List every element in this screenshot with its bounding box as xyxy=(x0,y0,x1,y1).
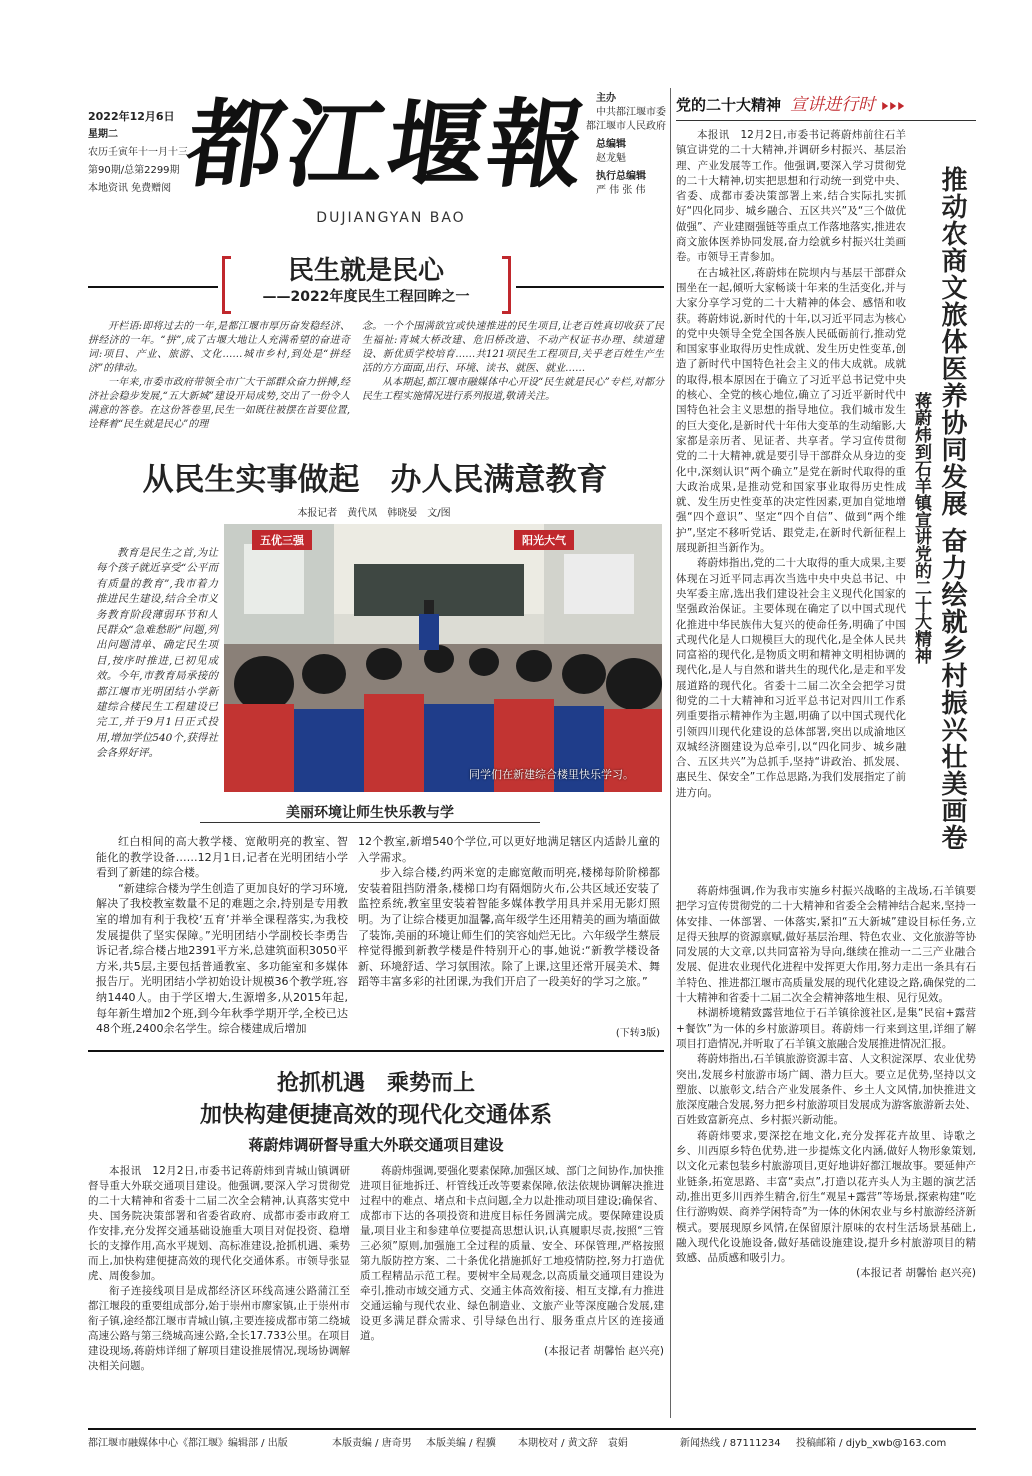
minsheng-subtitle: ——2022年度民生工程回眸之一 xyxy=(262,289,470,305)
photo-banner-left: 五优三强 xyxy=(252,530,312,550)
footer-designer: 本版美编 / 程骥 xyxy=(426,1438,496,1449)
education-col1-p1: 红白相间的高大教学楼、宽敞明亮的教室、智能化的教学设备……12月1日,记者在光明团结小学看到了新建的综合楼。 xyxy=(96,835,348,880)
education-continued: (下转3版) xyxy=(615,1028,660,1039)
right-story-headline: 推动农商文旅体医养协同发展 奋力绘就乡村振兴壮美画卷 xyxy=(937,166,967,852)
right-story-p5: 林湖桥境精致露营地位于石羊镇徐渡社区,是集“民宿+露营+餐饮”为一体的乡村旅游项目。蒋蔚炜一行来到这里,详细了解项目打造情况,并听取了石羊镇文旅融合发展推进情况汇报。 xyxy=(676,1007,976,1050)
footer xyxy=(88,1434,976,1452)
exec-editor-label: 执行总编辑 xyxy=(596,171,646,182)
right-story-p6: 蒋蔚炜指出,石羊镇旅游资源丰富、人文积淀深厚、农业优势突出,发展乡村旅游市场广阔、潜力巨大。要立足优势,坚持以文塑旅、以旅彰文,结合产业发展条件、乡土人文风情,加快推进文旅深度融合发展,努力把乡村旅游项目发展成为游客旅游新去处、百姓致富新亮点、乡村振兴新动能。 xyxy=(676,1053,976,1127)
footer-rule xyxy=(88,1428,976,1430)
right-story-p3: 蒋蔚炜指出,党的二十大取得的重大成果,主要体现在习近平同志再次当选中央中央总书记、中央军委主席,选出我们建设社会主义现代化国家的坚强政治保证。主要体现在确定了以中国式现代化推进中华民族伟大复兴的使命任务,明确了中国式现代化是人口规模巨大的现代化,是全体人民共同富裕的现代化,是物质文明和精神文明相协调的现代化,是人与自然和谐共生的现代化,是走和平发展道路的现代化。省委十二届二次全会把学习贯彻党的二十大精神和习近平总书记对四川工作系列重要指示精神作为主题,明确了以中国式现代化引领四川现代化建设的总体部署,突出以成渝地区双城经济圈建设为总牵引,以“四化同步、城乡融合、五区共兴”为总抓手,坚持“讲政治、抓发展、惠民生、保安全”工作总思路,为我们发展指定了前进方向。 xyxy=(676,557,906,799)
masthead-distribution: 本地资讯 免费赠阅 xyxy=(88,183,172,194)
exec-editor: 严 伟 张 伟 xyxy=(596,185,646,196)
minsheng-intro-right xyxy=(362,320,664,404)
right-story-p1: 本报讯 12月2日,市委书记蒋蔚炜前往石羊镇宣讲党的二十大精神,并调研乡村振兴、基层治理、产业发展等工作。他强调,要深入学习贯彻党的二十大精神,切实把思想和行动统一到党中央、省委、成都市委决策部署上来,结合实际扎实抓好“四化同步、城乡融合、五区共兴”及“三个做优做强”、产业建圈强链等重点工作落地落实,推进农商文旅体医养协同发展,奋力绘就乡村振兴壮美画卷。市领导王青参加。 xyxy=(676,129,906,264)
minsheng-intro-left-p1: 开栏语:即将过去的一年,是都江堰市厚历奋发稳经济、拼经济的一年。“拼”,成了古堰大地让人充满希望的奋进奇词:项目、产业、旅游、文化……城市乡村,到处是“拼经济”的律动。 xyxy=(88,321,350,374)
masthead-title-en: DUJIANGYAN BAO xyxy=(316,210,466,226)
host-1: 中共都江堰市委 xyxy=(596,107,666,118)
education-col-2 xyxy=(358,834,660,990)
photo-caption: 同学们在新建综合楼里快乐学习。 xyxy=(469,768,634,781)
education-col-1 xyxy=(96,834,348,1037)
classroom-photo xyxy=(224,524,662,792)
bracket-right-icon xyxy=(502,256,511,314)
right-story-p7: 蒋蔚炜要求,要深挖在地文化,充分发挥花卉故里、诗歌之乡、川西原乡特色优势,进一步提炼文化内涵,做好人物形象策划,以文化元素包装乡村旅游项目,更好地讲好都江堰故事。要延伸产业链条,拓宽思路、丰富“卖点”,打造以花卉头人为主题的演艺活动,推出更多川西养生精舍,衍生“观星+露营”等场景,探索构建“吃住行游购娱、商养学闲特奇”为一体的休闲农业与乡村旅游经济新模式。要展现原乡风情,在保留原汁原味的农村生活场景基础上,融入现代化设施设备,做好基础设施建设,提升乡村旅游项目的精致感、品质感和吸引力。 xyxy=(676,1129,976,1265)
host-label: 主办 xyxy=(596,93,616,104)
transport-headline-1: 抢抓机遇 乘势而上 xyxy=(276,1070,475,1096)
masthead-issue: 第90期/总第2299期 xyxy=(88,165,180,176)
footer-proofreader: 本期校对 / 黄文辞 袁娟 xyxy=(518,1438,628,1449)
column-banner xyxy=(676,90,976,118)
right-story-subhead: 蒋蔚炜到石羊镇宣讲党的二十大精神 xyxy=(911,392,931,664)
transport-col-1 xyxy=(88,1164,350,1374)
transport-col1-p2: 衔子连接线项目是成都经济区环线高速公路蒲江至都江堰段的重要组成部分,始于崇州市廖家镇,止于崇州市衔子镇,途经都江堰市青城山镇,主要连接成都市第二绕城高速公路与第三绕城高速公路,全长17.733公里。在项目建设现场,蒋蔚炜详细了解项目建设推展情况,现场协调解决相关问题。 xyxy=(88,1285,350,1372)
right-story-p2: 在古城社区,蒋蔚炜在院坝内与基层干部群众围坐在一起,倾听大家畅谈十年来的生活变化,并与大家分享学习党的二十大精神的体会、感悟和收获。蒋蔚炜说,新时代的十年,以习近平同志为核心的党中央领导全党全国各族人民砥砺前行,推动党和国家事业取得历史性成就、发生历史性变革,创造了新时代中国特色社会主义的伟大成就。成就的取得,根本原因在于确立了习近平总书记党中央的核心、全党的核心地位,确立了习近平新时代中国特色社会主义思想的指导地位。我们城市发生的巨大变化,是新时代十年伟大变革的生动缩影,大家都是亲历者、见证者、共享者。学习宣传贯彻党的二十大精神,就是要引导干部群众从身边的变化中,深刻认识“两个确立”是党在新时代取得的重大政治成果,是推动党和国家事业取得历史性成就、发生历史性变革的决定性因素,更加自觉地增强“四个意识”、坚定“四个自信”、做到“两个维护”,坚定不移听党话、跟党走,在新时代新征程上展现新担当新作为。 xyxy=(676,266,906,555)
footer-publisher: 都江堰市融媒体中心《都江堰》编辑部 / 出版 xyxy=(88,1438,288,1449)
education-byline: 本报记者 黄代凤 韩晓晏 文/图 xyxy=(297,508,451,519)
masthead-lunar: 农历壬寅年十一月十三 xyxy=(88,147,188,158)
arrow-right-icon xyxy=(880,95,904,114)
photo-banner-right: 阳光大气 xyxy=(514,530,574,550)
chief-editor-label: 总编辑 xyxy=(596,139,626,150)
footer-hotline: 新闻热线 / 87111234 xyxy=(680,1438,781,1449)
transport-subtitle: 蒋蔚炜调研督导重大外联交通项目建设 xyxy=(248,1136,504,1154)
minsheng-rule-right xyxy=(516,286,664,288)
masthead-dateblock xyxy=(88,108,188,198)
minsheng-intro-left-p2: 一年来,市委市政府带领全市广大干部群众奋力拼搏,经济社会稳步发展,“五大新城”建设开局成势,交出了一份令人满意的答卷。在这份答卷里,民生一如既往被摆在首要位置,诠释着“民生就是民心”的理 xyxy=(88,377,350,430)
minsheng-intro-left xyxy=(88,320,350,432)
masthead-weekday: 星期二 xyxy=(88,129,118,140)
education-col2-p2: 步入综合楼,约两米宽的走廊宽敞而明亮,楼梯每阶阶梯都安装着阻挡防滑条,楼梯口均有隔烟防火布,公共区域还安装了监控系统,教室里安装着智能多媒体教学用具并采用无影灯照明。为了让综合楼更加温馨,高年级学生还用精美的画为墙面做了装饰,美丽的环境让师生们的笑容灿烂无比。六年级学生蔡辰梓觉得搬到新教学楼是件特别开心的事,她说:“新教学楼设备新、环境舒适、学习氛围浓。除了上课,这里还常开展美术、舞蹈等丰富多彩的社团课,为我们开启了一段美好的学习之旅。” xyxy=(358,866,660,989)
right-story-col-top xyxy=(676,128,906,801)
transport-headline-2: 加快构建便捷高效的现代化交通体系 xyxy=(199,1102,552,1128)
footer-editor: 本版责编 / 唐奇男 xyxy=(332,1438,412,1449)
education-headline: 从民生实事做起 办人民满意教育 xyxy=(142,462,608,498)
transport-col2-p1: 蒋蔚炜强调,要强化要素保障,加强区域、部门之间协作,加快推进项目征地拆迁、杆管线迁改等要素保障,依法依规协调解决推进过程中的难点、堵点和卡点问题,全力以赴推动项目建设;确保省、成都市下达的各项投资和进度目标任务圆满完成。要保障建设质量,项目业主和参建单位要提高思想认识,认真履职尽责,按照“三管三必须”原则,加强施工全过程的质量、安全、环保管理,严格按照第九版防控方案、二十条优化措施抓好工地疫情防控,努力打造优质工程精品示范工程。要树牢全局观念,以高质量交通项目建设为牵引,推动市域交通方式、交通主体高效衔接、相互支撑,有力推进交通运输与现代农业、绿色制造业、文旅产业等深度融合发展,建设更多满足群众需求、引导绿色出行、服务重点片区的连接通道。 xyxy=(360,1165,665,1342)
education-subhead: 美丽环境让师生快乐教与学 xyxy=(286,805,454,821)
column-divider xyxy=(670,88,671,1418)
transport-col2-sign: (本报记者 胡馨怡 赵兴亮) xyxy=(544,1345,664,1357)
right-story-p4: 蒋蔚炜强调,作为我市实施乡村振兴战略的主战场,石羊镇要把学习宣传贯彻党的二十大精神和省委全会精神结合起来,坚持一体安排、一体部署、一体落实,紧扣“五大新城”建设目标任务,立足得天独厚的资源禀赋,做好基层治理、特色农业、文化旅游等协同发展的大文章,以共同富裕为导向,继续在推动一二三产业融合发展、促进农业现代化进程中发挥更大作用,努力走出一条具有石羊特色、推进都江堰市高质量发展的现代化建设之路,确保党的二十大精神和省委十二届二次全会精神落地生根、见行见效。 xyxy=(676,885,976,1005)
section-rule-transport xyxy=(88,1050,664,1052)
minsheng-intro-right-p1: 念。一个个围满欲宜或快速推进的民生项目,让老百姓真切收获了民生福祉:青城大桥改建、危旧桥改造、不动产权证书办理、续道建设、新优质学校培育……共121项民生工程项目,关乎老百姓生产生活的方方面面,出行、环境、读书、就医、就业…… xyxy=(362,321,664,374)
subhead-underline xyxy=(200,822,540,823)
education-col1-p2: “新建综合楼为学生创造了更加良好的学习环境,解决了我校教室数量不足的难题之余,持别是专用教室的增加有利于我校‘五育’并举全课程落实,为我校发展提供了坚实保障。”光明团结小学副校长李勇告诉记者,综合楼占地2391平方米,总建筑面积3050平方米,共5层,主要包括普通教室、多功能室和多媒体报告厅。光明团结小学初始设计规模36个教学班,容纳1440人。由于学区增大,生源增多,从2015年起,每年新生增加2个班,到今年秋季学期开学,全校已达48个班,2400余名学生。综合楼建成后增加 xyxy=(96,881,348,1036)
education-lead: 教育是民生之首,为让每个孩子就近享受“公平而有质量的教育”,我市着力推进民生建设,结合全市义务教育阶段薄弱环节和人民群众“急难愁盼”问题,列出问题清单、确定民生项目,按序时推进,已初见成效。今年,市教育局承接的都江堰市光明团结小学新建综合楼民生工程建设已完工,并于9月1日正式投用,增加学位540个,获得社会各界好评。 xyxy=(96,547,218,760)
transport-col1-p1: 本报讯 12月2日,市委书记蒋蔚炜到青城山镇调研督导重大外联交通项目建设。他强调,要深入学习贯彻党的二十大精神和省委十二届二次全会精神,认真落实党中央、国务院决策部署和省委省政府、成都市委市政府工作安排,充分发挥交通基础设施重大项目对促投资、稳增长的支撑作用,高水平规划、高标准建设,抢抓机遇、乘势而上,加快构建便捷高效的现代化交通体系。市领导张显虎、周俊参加。 xyxy=(88,1165,350,1282)
column-banner-main: 党的二十大精神 xyxy=(676,96,782,114)
right-story-sign: (本报记者 胡馨怡 赵兴亮) xyxy=(856,1267,976,1280)
chief-editor: 赵龙魁 xyxy=(596,153,626,164)
transport-col-2 xyxy=(360,1164,664,1359)
minsheng-intro-right-p2: 从本期起,都江堰市融媒体中心开设“民生就是民心”专栏,对都分民生工程实施情况进行系列报道,敬请关注。 xyxy=(362,377,664,402)
classroom-photo-illustration xyxy=(224,524,662,792)
masthead-logo: 都江堰報 xyxy=(180,88,597,201)
right-story-col-bottom xyxy=(676,884,976,1282)
column-banner-script: 宣讲进行时 xyxy=(790,95,876,115)
host-2: 都江堰市人民政府 xyxy=(586,121,666,132)
bracket-left-icon xyxy=(222,256,231,314)
masthead-credits xyxy=(566,92,666,198)
footer-email: 投稿邮箱 / djyb_xwb@163.com xyxy=(796,1438,947,1449)
masthead-date: 2022年12月6日 xyxy=(88,110,175,123)
education-col2-p1: 12个教室,新增540个学位,可以更好地满足辖区内适龄儿童的入学需求。 xyxy=(358,835,660,864)
right-story-rule-top xyxy=(676,120,976,121)
minsheng-rule-left xyxy=(88,286,218,288)
minsheng-title: 民生就是民心 xyxy=(287,256,444,286)
